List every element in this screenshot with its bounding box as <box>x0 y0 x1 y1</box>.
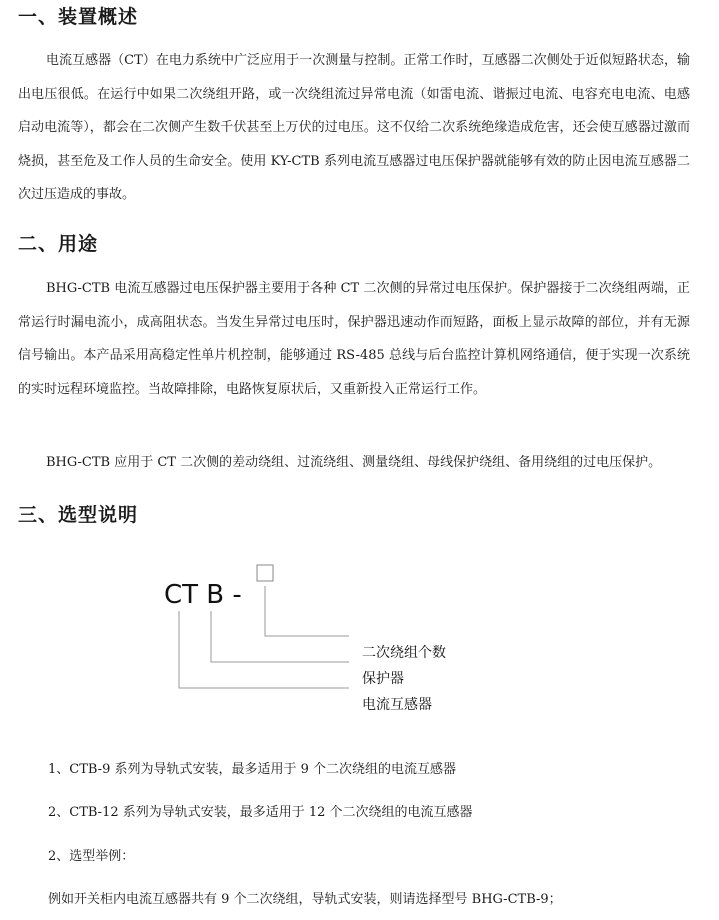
usage-paragraph-2: BHG-CTB 应用于 CT 二次侧的差动绕组、过流绕组、测量绕组、母线保护绕组、备用绕组的过电压保护。 <box>46 455 662 470</box>
label-winding-count: 二次绕组个数 <box>362 645 446 661</box>
label-current-transformer: 电流互感器 <box>362 697 432 713</box>
label-protector: 保护器 <box>362 671 404 687</box>
list-item: 2、选型举例： <box>48 849 135 864</box>
list-item: 1、CTB-9 系列为导轨式安装，最多适用于 9 个二次绕组的电流互感器 <box>48 762 457 777</box>
section-heading-overview: 一、装置概述 <box>18 6 139 28</box>
usage-paragraph-1: BHG-CTB 电流互感器过电压保护器主要用于各种 CT 二次侧的异常过电压保护。保护器接于二次绕组两端，正常运行时漏电流小，成高阻状态。当发生异常过电压时，保护器迅速动作而短路，面板上显示故障的部位，并有无源信号输出。本产品采用高稳定性单片机控制，能够通过 RS-485 总线与后台监控计算机网络通信，便于实现一次系统的实时远程环境监控。当故障排除，电路恢复原状后，又重新投入正常运行工作。 <box>18 281 690 397</box>
leader-line-winding-count <box>265 586 349 636</box>
model-suffix-box <box>257 565 273 581</box>
model-code-text: CT B - <box>164 580 242 610</box>
section-heading-usage: 二、用途 <box>18 233 99 255</box>
overview-paragraph: 电流互感器（CT）在电力系统中广泛应用于一次测量与控制。正常工作时，互感器二次侧处于近似短路状态，输出电压很低。在运行中如果二次绕组开路，或一次绕组流过异常电流（如雷电流、谐振过电流、电容充电电流、电感启动电流等），都会在二次侧产生数千伏甚至上万伏的过电压。这不仅给二次系统绝缘造成危害，还会使互感器过激而烧损，甚至危及工作人员的生命安全。使用 KY-CTB 系列电流互感器过电压保护器就能够有效的防止因电流互感器二次过压造成的事故。 <box>18 53 690 202</box>
list-item: 2、CTB-12 系列为导轨式安装，最多适用于 12 个二次绕组的电流互感器 <box>48 805 473 820</box>
leader-line-ct <box>179 611 349 688</box>
section-heading-selection: 三、选型说明 <box>18 504 139 526</box>
selection-example: 例如开关柜内电流互感器共有 9 个二次绕组，导轨式安装，则请选择型号 BHG-CTB-9； <box>48 892 562 907</box>
